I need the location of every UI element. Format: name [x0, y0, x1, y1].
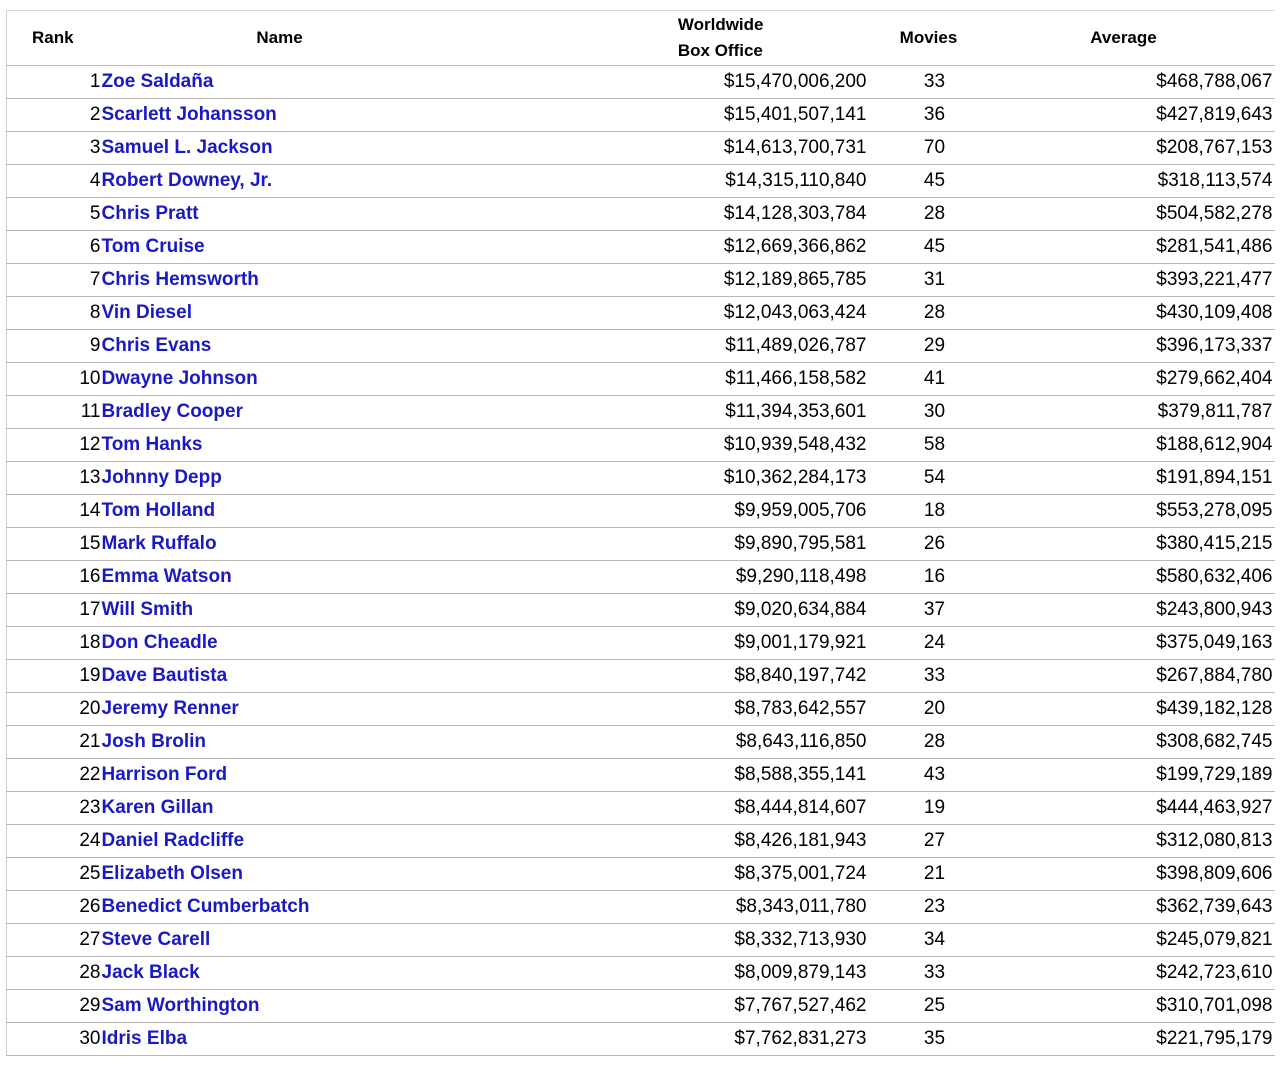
header-worldwide-box-office[interactable]	[461, 11, 867, 66]
name-cell	[101, 825, 461, 858]
rank-cell: 8	[7, 297, 101, 330]
worldwide-box-office-cell: $7,762,831,273	[461, 1023, 867, 1056]
movies-count-cell: 30	[867, 396, 991, 429]
name-cell	[101, 627, 461, 660]
movies-count-cell: 29	[867, 330, 991, 363]
movies-count-cell: 20	[867, 693, 991, 726]
name-cell	[101, 1023, 461, 1056]
actor-name-link[interactable]: Karen Gillan	[101, 797, 214, 818]
table-row	[7, 693, 1275, 726]
table-row	[7, 396, 1275, 429]
actor-name-link[interactable]: Jeremy Renner	[101, 698, 239, 719]
table-row	[7, 1023, 1275, 1056]
name-cell	[101, 99, 461, 132]
worldwide-box-office-cell: $15,401,507,141	[461, 99, 867, 132]
name-cell	[101, 660, 461, 693]
actor-name-link[interactable]: Benedict Cumberbatch	[101, 896, 310, 917]
actor-name-link[interactable]: Tom Holland	[101, 500, 216, 521]
name-cell	[101, 132, 461, 165]
average-gross-cell: $439,182,128	[991, 693, 1275, 726]
table-row	[7, 891, 1275, 924]
movies-count-cell: 54	[867, 462, 991, 495]
name-cell	[101, 693, 461, 726]
movies-count-cell: 28	[867, 297, 991, 330]
table-body	[7, 66, 1275, 1056]
actor-name-link[interactable]: Chris Hemsworth	[101, 269, 259, 290]
table-row	[7, 660, 1275, 693]
actor-name-link[interactable]: Bradley Cooper	[101, 401, 243, 422]
table-row	[7, 528, 1275, 561]
rank-cell: 15	[7, 528, 101, 561]
movies-count-cell: 16	[867, 561, 991, 594]
table-row	[7, 429, 1275, 462]
header-gross-line2: Box Office	[677, 41, 763, 60]
name-cell	[101, 165, 461, 198]
worldwide-box-office-cell: $11,489,026,787	[461, 330, 867, 363]
average-gross-cell: $242,723,610	[991, 957, 1275, 990]
worldwide-box-office-cell: $11,394,353,601	[461, 396, 867, 429]
table-row	[7, 825, 1275, 858]
table-row	[7, 561, 1275, 594]
actor-name-link[interactable]: Mark Ruffalo	[101, 533, 217, 554]
movies-count-cell: 45	[867, 231, 991, 264]
worldwide-box-office-cell: $12,043,063,424	[461, 297, 867, 330]
table-row	[7, 165, 1275, 198]
worldwide-box-office-cell: $9,020,634,884	[461, 594, 867, 627]
rank-cell: 14	[7, 495, 101, 528]
movies-count-cell: 34	[867, 924, 991, 957]
actor-name-link[interactable]: Harrison Ford	[101, 764, 228, 785]
average-gross-cell: $380,415,215	[991, 528, 1275, 561]
movies-count-cell: 31	[867, 264, 991, 297]
average-gross-cell: $308,682,745	[991, 726, 1275, 759]
name-cell	[101, 462, 461, 495]
table-row	[7, 297, 1275, 330]
actor-name-link[interactable]: Johnny Depp	[101, 467, 222, 488]
table-row	[7, 627, 1275, 660]
rank-cell: 23	[7, 792, 101, 825]
table-row	[7, 99, 1275, 132]
name-cell	[101, 264, 461, 297]
name-cell	[101, 495, 461, 528]
movies-count-cell: 35	[867, 1023, 991, 1056]
name-cell	[101, 594, 461, 627]
name-cell	[101, 891, 461, 924]
movies-count-cell: 26	[867, 528, 991, 561]
movies-count-cell: 23	[867, 891, 991, 924]
average-gross-cell: $398,809,606	[991, 858, 1275, 891]
movies-count-cell: 28	[867, 726, 991, 759]
rank-cell: 19	[7, 660, 101, 693]
worldwide-box-office-cell: $9,290,118,498	[461, 561, 867, 594]
average-gross-cell: $362,739,643	[991, 891, 1275, 924]
actor-name-link[interactable]: Zoe Saldaña	[101, 71, 214, 92]
average-gross-cell: $312,080,813	[991, 825, 1275, 858]
actor-name-link[interactable]: Idris Elba	[101, 1028, 188, 1049]
rank-cell: 21	[7, 726, 101, 759]
name-cell	[101, 363, 461, 396]
movies-count-cell: 43	[867, 759, 991, 792]
header-movies[interactable]: Movies	[867, 11, 991, 66]
worldwide-box-office-cell: $8,444,814,607	[461, 792, 867, 825]
rank-cell: 6	[7, 231, 101, 264]
movies-count-cell: 58	[867, 429, 991, 462]
table-row	[7, 66, 1275, 99]
rank-cell: 28	[7, 957, 101, 990]
worldwide-box-office-cell: $8,009,879,143	[461, 957, 867, 990]
table-row	[7, 198, 1275, 231]
header-average[interactable]: Average	[991, 11, 1275, 66]
average-gross-cell: $208,767,153	[991, 132, 1275, 165]
rank-cell: 22	[7, 759, 101, 792]
actor-name-link[interactable]: Elizabeth Olsen	[101, 863, 243, 884]
movies-count-cell: 37	[867, 594, 991, 627]
movies-count-cell: 33	[867, 660, 991, 693]
rank-cell: 27	[7, 924, 101, 957]
movies-count-cell: 25	[867, 990, 991, 1023]
table-row	[7, 858, 1275, 891]
average-gross-cell: $245,079,821	[991, 924, 1275, 957]
average-gross-cell: $375,049,163	[991, 627, 1275, 660]
movies-count-cell: 36	[867, 99, 991, 132]
box-office-table	[6, 10, 1275, 1056]
movies-count-cell: 24	[867, 627, 991, 660]
actor-name-link[interactable]: Vin Diesel	[101, 302, 192, 323]
table-row	[7, 759, 1275, 792]
average-gross-cell: $580,632,406	[991, 561, 1275, 594]
worldwide-box-office-cell: $14,613,700,731	[461, 132, 867, 165]
table-row	[7, 462, 1275, 495]
movies-count-cell: 19	[867, 792, 991, 825]
worldwide-box-office-cell: $8,332,713,930	[461, 924, 867, 957]
worldwide-box-office-cell: $8,588,355,141	[461, 759, 867, 792]
actor-name-link[interactable]: Tom Hanks	[101, 434, 203, 455]
movies-count-cell: 21	[867, 858, 991, 891]
rank-cell: 30	[7, 1023, 101, 1056]
worldwide-box-office-cell: $8,426,181,943	[461, 825, 867, 858]
average-gross-cell: $393,221,477	[991, 264, 1275, 297]
average-gross-cell: $444,463,927	[991, 792, 1275, 825]
average-gross-cell: $468,788,067	[991, 66, 1275, 99]
rank-cell: 13	[7, 462, 101, 495]
table-header-row	[7, 11, 1275, 66]
rank-cell: 7	[7, 264, 101, 297]
rank-cell: 10	[7, 363, 101, 396]
average-gross-cell: $281,541,486	[991, 231, 1275, 264]
actor-name-link[interactable]: Sam Worthington	[101, 995, 260, 1016]
table-row	[7, 924, 1275, 957]
worldwide-box-office-cell: $12,189,865,785	[461, 264, 867, 297]
rank-cell: 2	[7, 99, 101, 132]
average-gross-cell: $379,811,787	[991, 396, 1275, 429]
actor-name-link[interactable]: Will Smith	[101, 599, 194, 620]
table-row	[7, 957, 1275, 990]
movies-count-cell: 27	[867, 825, 991, 858]
name-cell	[101, 297, 461, 330]
worldwide-box-office-cell: $14,315,110,840	[461, 165, 867, 198]
name-cell	[101, 561, 461, 594]
actor-name-link[interactable]: Steve Carell	[101, 929, 211, 950]
movies-count-cell: 18	[867, 495, 991, 528]
table-row	[7, 792, 1275, 825]
worldwide-box-office-cell: $10,362,284,173	[461, 462, 867, 495]
worldwide-box-office-cell: $8,840,197,742	[461, 660, 867, 693]
average-gross-cell: $396,173,337	[991, 330, 1275, 363]
average-gross-cell: $243,800,943	[991, 594, 1275, 627]
movies-count-cell: 33	[867, 957, 991, 990]
name-cell	[101, 396, 461, 429]
actor-name-link[interactable]: Don Cheadle	[101, 632, 218, 653]
actor-name-link[interactable]: Jack Black	[101, 962, 200, 983]
movies-count-cell: 70	[867, 132, 991, 165]
name-cell	[101, 759, 461, 792]
worldwide-box-office-cell: $10,939,548,432	[461, 429, 867, 462]
name-cell	[101, 924, 461, 957]
worldwide-box-office-cell: $9,959,005,706	[461, 495, 867, 528]
header-rank[interactable]: Rank	[7, 11, 101, 66]
rank-cell: 20	[7, 693, 101, 726]
rank-cell: 26	[7, 891, 101, 924]
worldwide-box-office-cell: $7,767,527,462	[461, 990, 867, 1023]
average-gross-cell: $188,612,904	[991, 429, 1275, 462]
name-cell	[101, 957, 461, 990]
name-cell	[101, 231, 461, 264]
rank-cell: 18	[7, 627, 101, 660]
worldwide-box-office-cell: $8,783,642,557	[461, 693, 867, 726]
table-row	[7, 231, 1275, 264]
actor-name-link[interactable]: Chris Evans	[101, 335, 212, 356]
table-row	[7, 330, 1275, 363]
rank-cell: 3	[7, 132, 101, 165]
actor-name-link[interactable]: Dave Bautista	[101, 665, 228, 686]
name-cell	[101, 429, 461, 462]
table-row	[7, 495, 1275, 528]
name-cell	[101, 66, 461, 99]
rank-cell: 1	[7, 66, 101, 99]
rank-cell: 25	[7, 858, 101, 891]
actor-name-link[interactable]: Samuel L. Jackson	[101, 137, 273, 158]
table-row	[7, 726, 1275, 759]
box-office-table-container	[6, 10, 1274, 1056]
name-cell	[101, 858, 461, 891]
average-gross-cell: $267,884,780	[991, 660, 1275, 693]
table-row	[7, 264, 1275, 297]
average-gross-cell: $504,582,278	[991, 198, 1275, 231]
table-row	[7, 363, 1275, 396]
average-gross-cell: $427,819,643	[991, 99, 1275, 132]
name-cell	[101, 330, 461, 363]
actor-name-link[interactable]: Dwayne Johnson	[101, 368, 258, 389]
actor-name-link[interactable]: Chris Pratt	[101, 203, 199, 224]
rank-cell: 9	[7, 330, 101, 363]
average-gross-cell: $279,662,404	[991, 363, 1275, 396]
movies-count-cell: 41	[867, 363, 991, 396]
name-cell	[101, 726, 461, 759]
average-gross-cell: $318,113,574	[991, 165, 1275, 198]
worldwide-box-office-cell: $8,343,011,780	[461, 891, 867, 924]
actor-name-link[interactable]: Robert Downey, Jr.	[101, 170, 273, 191]
table-row	[7, 594, 1275, 627]
movies-count-cell: 45	[867, 165, 991, 198]
average-gross-cell: $191,894,151	[991, 462, 1275, 495]
worldwide-box-office-cell: $14,128,303,784	[461, 198, 867, 231]
name-cell	[101, 528, 461, 561]
worldwide-box-office-cell: $9,890,795,581	[461, 528, 867, 561]
rank-cell: 29	[7, 990, 101, 1023]
rank-cell: 24	[7, 825, 101, 858]
actor-name-link[interactable]: Daniel Radcliffe	[101, 830, 245, 851]
rank-cell: 11	[7, 396, 101, 429]
name-cell	[101, 792, 461, 825]
rank-cell: 12	[7, 429, 101, 462]
movies-count-cell: 28	[867, 198, 991, 231]
worldwide-box-office-cell: $9,001,179,921	[461, 627, 867, 660]
rank-cell: 5	[7, 198, 101, 231]
worldwide-box-office-cell: $15,470,006,200	[461, 66, 867, 99]
average-gross-cell: $310,701,098	[991, 990, 1275, 1023]
average-gross-cell: $430,109,408	[991, 297, 1275, 330]
worldwide-box-office-cell: $8,643,116,850	[461, 726, 867, 759]
name-cell	[101, 198, 461, 231]
name-cell	[101, 990, 461, 1023]
header-name[interactable]: Name	[101, 11, 461, 66]
worldwide-box-office-cell: $12,669,366,862	[461, 231, 867, 264]
table-row	[7, 990, 1275, 1023]
rank-cell: 16	[7, 561, 101, 594]
actor-name-link[interactable]: Scarlett Johansson	[101, 104, 277, 125]
average-gross-cell: $199,729,189	[991, 759, 1275, 792]
worldwide-box-office-cell: $8,375,001,724	[461, 858, 867, 891]
actor-name-link[interactable]: Josh Brolin	[101, 731, 207, 752]
rank-cell: 4	[7, 165, 101, 198]
actor-name-link[interactable]: Tom Cruise	[101, 236, 205, 257]
movies-count-cell: 33	[867, 66, 991, 99]
rank-cell: 17	[7, 594, 101, 627]
average-gross-cell: $221,795,179	[991, 1023, 1275, 1056]
table-row	[7, 132, 1275, 165]
average-gross-cell: $553,278,095	[991, 495, 1275, 528]
actor-name-link[interactable]: Emma Watson	[101, 566, 232, 587]
header-gross-line1: Worldwide	[677, 15, 764, 34]
worldwide-box-office-cell: $11,466,158,582	[461, 363, 867, 396]
